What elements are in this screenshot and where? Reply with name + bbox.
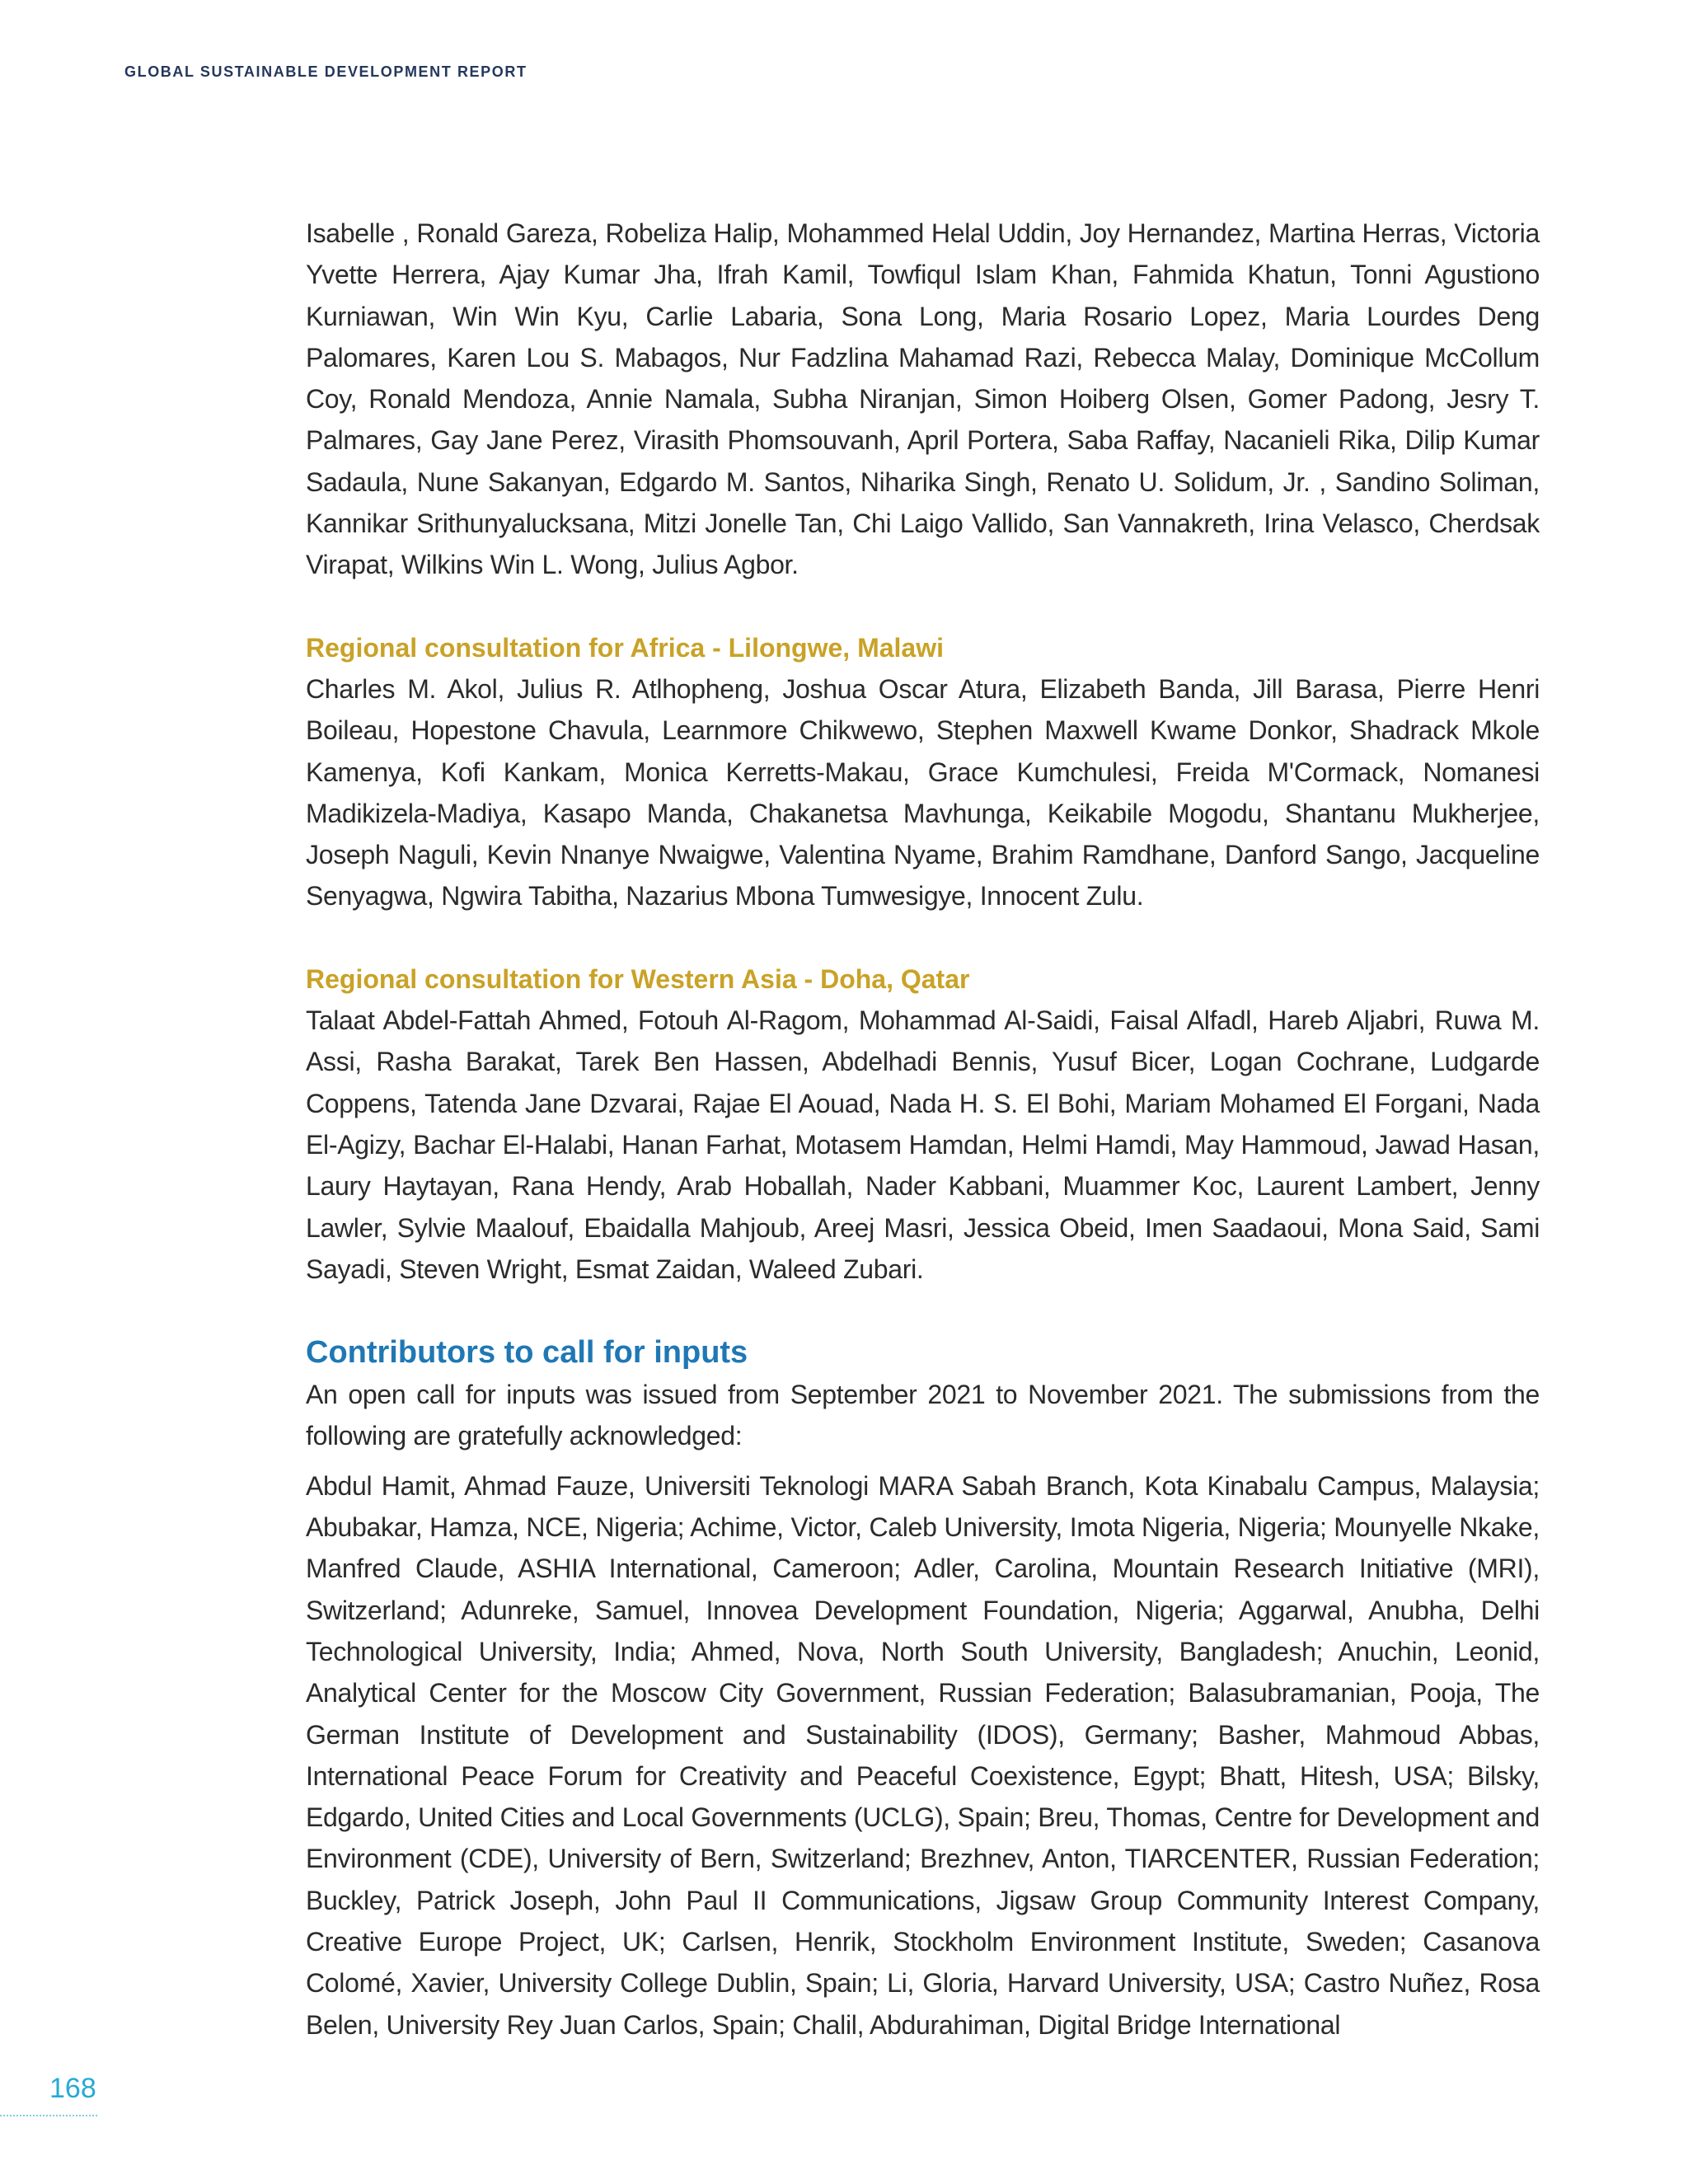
page-content <box>306 213 1540 2046</box>
running-header: GLOBAL SUSTAINABLE DEVELOPMENT REPORT <box>124 63 528 80</box>
contributors-list: Abdul Hamit, Ahmad Fauze, Universiti Teknologi MARA Sabah Branch, Kota Kinabalu Campus, Malaysia; Abubakar, Hamza, NCE, Nigeria; Achime, Victor, Caleb University, Imota Nigeria, Nigeria; Mounyelle Nkake, Manfred Claude, ASHIA International, Cameroon; Adler, Carolina, Mountain Research Initiative (MRI), Switzerland; Adunreke, Samuel, Innovea Development Foundation, Nigeria; Aggarwal, Anubha, Delhi Technological University, India; Ahmed, Nova, North South University, Bangladesh; Anuchin, Leonid, Analytical Center for the Moscow City Government, Russian Federation; Balasubramanian, Pooja, The German Institute of Development and Sustainability (IDOS), Germany; Basher, Mahmoud Abbas, International Peace Forum for Creativity and Peaceful Coexistence, Egypt; Bhatt, Hitesh, USA; Bilsky, Edgardo, United Cities and Local Governments (UCLG), Spain; Breu, Thomas, Centre for Development and Environment (CDE), University of Bern, Switzerland; Brezhnev, Anton, TIARCENTER, Russian Federation; Buckley, Patrick Joseph, John Paul II Communications, Jigsaw Group Community Interest Company, Creative Europe Project, UK; Carlsen, Henrik, Stockholm Environment Institute, Sweden; Casanova Colomé, Xavier, University College Dublin, Spain; Li, Gloria, Harvard University, USA; Castro Nuñez, Rosa Belen, University Rey Juan Carlos, Spain; Chalil, Abdurahiman, Digital Bridge International <box>306 1470 1540 2040</box>
page-number: 168 <box>49 2073 96 2104</box>
western-asia-consultation-heading: Regional consultation for Western Asia - Doha, Qatar <box>306 963 970 994</box>
contributors-intro: An open call for inputs was issued from September 2021 to November 2021. The submissions from the following are gratefully acknowledged: <box>306 1380 1540 1451</box>
page-number-rule <box>0 2115 97 2116</box>
western-asia-participants: Talaat Abdel-Fattah Ahmed, Fotouh Al-Ragom, Mohammad Al-Saidi, Faisal Alfadl, Hareb Aljabri, Ruwa M. Assi, Rasha Barakat, Tarek Ben Hassen, Abdelhadi Bennis, Yusuf Bicer, Logan Cochrane, Ludgarde Coppens, Tatenda Jane Dzvarai, Rajae El Aouad, Nada H. S. El Bohi, Mariam Mohamed El Forgani, Nada El-Agizy, Bachar El-Halabi, Hanan Farhat, Motasem Hamdan, Helmi Hamdi, May Hammoud, Jawad Hasan, Laury Haytayan, Rana Hendy, Arab Hoballah, Nader Kabbani, Muammer Koc, Laurent Lambert, Jenny Lawler, Sylvie Maalouf, Ebaidalla Mahjoub, Areej Masri, Jessica Obeid, Imen Saadaoui, Mona Said, Sami Sayadi, Steven Wright, Esmat Zaidan, Waleed Zubari. <box>306 1005 1540 1284</box>
asia-pacific-participants: Isabelle , Ronald Gareza, Robeliza Halip, Mohammed Helal Uddin, Joy Hernandez, Martina Herras, Victoria Yvette Herrera, Ajay Kumar Jha, Ifrah Kamil, Towfiqul Islam Khan, Fahmida Khatun, Tonni Agustiono Kurniawan, Win Win Kyu, Carlie Labaria, Sona Long, Maria Rosario Lopez, Maria Lourdes Deng Palomares, Karen Lou S. Mabagos, Nur Fadzlina Mahamad Razi, Rebecca Malay, Dominique McCollum Coy, Ronald Mendoza, Annie Namala, Subha Niranjan, Simon Hoiberg Olsen, Gomer Padong, Jesry T. Palmares, Gay Jane Perez, Virasith Phomsouvanh, April Portera, Saba Raffay, Nacanieli Rika, Dilip Kumar Sadaula, Nune Sakanyan, Edgardo M. Santos, Niharika Singh, Renato U. Solidum, Jr. , Sandino Soliman, Kannikar Srithunyalucksana, Mitzi Jonelle Tan, Chi Laigo Vallido, San Vannakreth, Irina Velasco, Cherdsak Virapat, Wilkins Win L. Wong, Julius Agbor. <box>306 218 1540 580</box>
africa-consultation-heading: Regional consultation for Africa - Lilongwe, Malawi <box>306 632 944 663</box>
contributors-section-title: Contributors to call for inputs <box>306 1335 748 1371</box>
africa-participants: Charles M. Akol, Julius R. Atlhopheng, Joshua Oscar Atura, Elizabeth Banda, Jill Barasa, Pierre Henri Boileau, Hopestone Chavula, Learnmore Chikwewo, Stephen Maxwell Kwame Donkor, Shadrack Mkole Kamenya, Kofi Kankam, Monica Kerretts-Makau, Grace Kumchulesi, Freida M'Cormack, Nomanesi Madikizela-Madiya, Kasapo Manda, Chakanetsa Mavhunga, Keikabile Mogodu, Shantanu Mukherjee, Joseph Naguli, Kevin Nnanye Nwaigwe, Valentina Nyame, Brahim Ramdhane, Danford Sango, Jacqueline Senyagwa, Ngwira Tabitha, Nazarius Mbona Tumwesigye, Innocent Zulu. <box>306 673 1540 912</box>
